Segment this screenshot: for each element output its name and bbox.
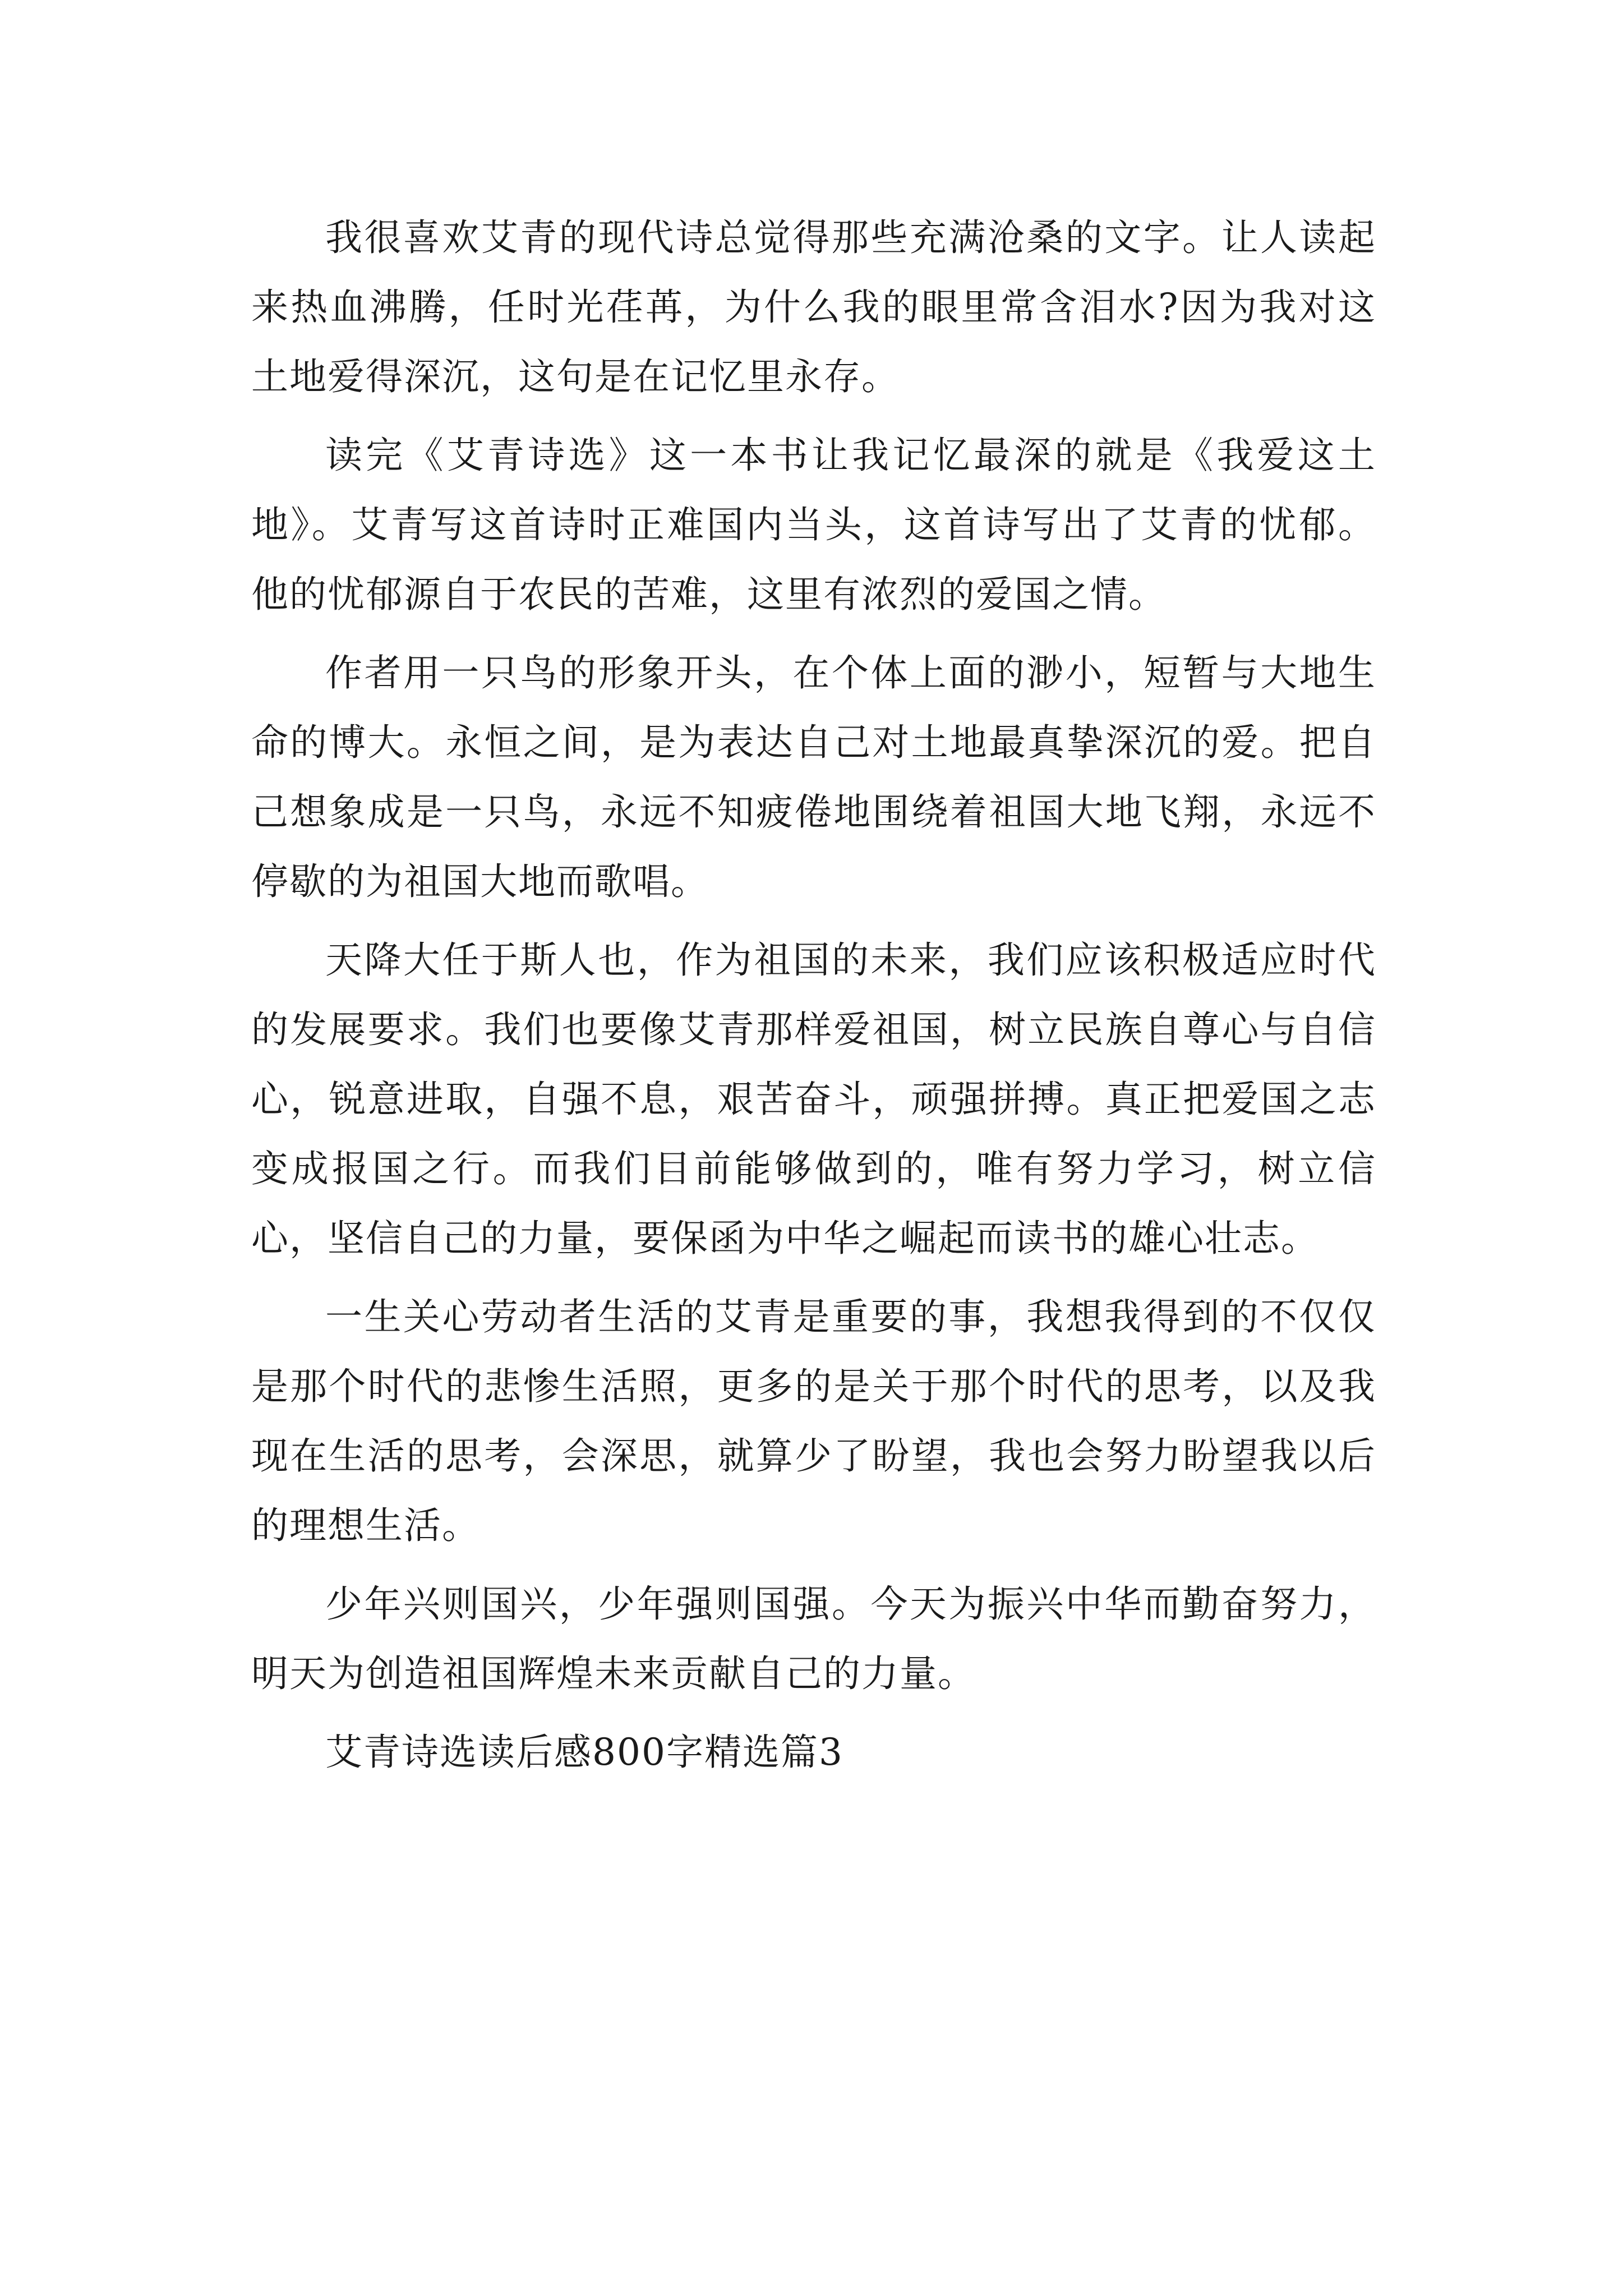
paragraph-3: 作者用一只鸟的形象开头，在个体上面的渺小，短暂与大地生命的博大。永恒之间，是为表达自己对土地最真挚深沉的爱。把自己想象成是一只鸟，永远不知疲倦地围绕着祖国大地飞翔，永远不停歇的为祖国大地而歌唱。 — [251, 651, 1376, 903]
paragraph-1: 我很喜欢艾青的现代诗总觉得那些充满沧桑的文字。让人读起来热血沸腾，任时光荏苒，为什么我的眼里常含泪水?因为我对这土地爱得深沉，这句是在记忆里永存。 — [251, 216, 1376, 398]
paragraph-6: 少年兴则国兴，少年强则国强。今天为振兴中华而勤奋努力，明天为创造祖国辉煌未来贡献自己的力量。 — [251, 1582, 1376, 1695]
paragraph-5: 一生关心劳动者生活的艾青是重要的事，我想我得到的不仅仅是那个时代的悲惨生活照，更多的是关于那个时代的思考，以及我现在生活的思考，会深思，就算少了盼望，我也会努力盼望我以后的理想生活。 — [251, 1295, 1376, 1547]
document-body — [251, 203, 1376, 1796]
section-heading: 艾青诗选读后感800字精选篇3 — [325, 1731, 843, 1774]
paragraph-2: 读完《艾青诗选》这一本书让我记忆最深的就是《我爱这土地》。艾青写这首诗时正难国内当头，这首诗写出了艾青的忧郁。他的忧郁源自于农民的苦难，这里有浓烈的爱国之情。 — [251, 434, 1376, 616]
paragraph-4: 天降大任于斯人也，作为祖国的未来，我们应该积极适应时代的发展要求。我们也要像艾青那样爱祖国，树立民族自尊心与自信心，锐意进取，自强不息，艰苦奋斗，顽强拼搏。真正把爱国之志变成报国之行。而我们目前能够做到的，唯有努力学习，树立信心，坚信自己的力量，要保函为中华之崛起而读书的雄心壮志。 — [251, 938, 1376, 1260]
